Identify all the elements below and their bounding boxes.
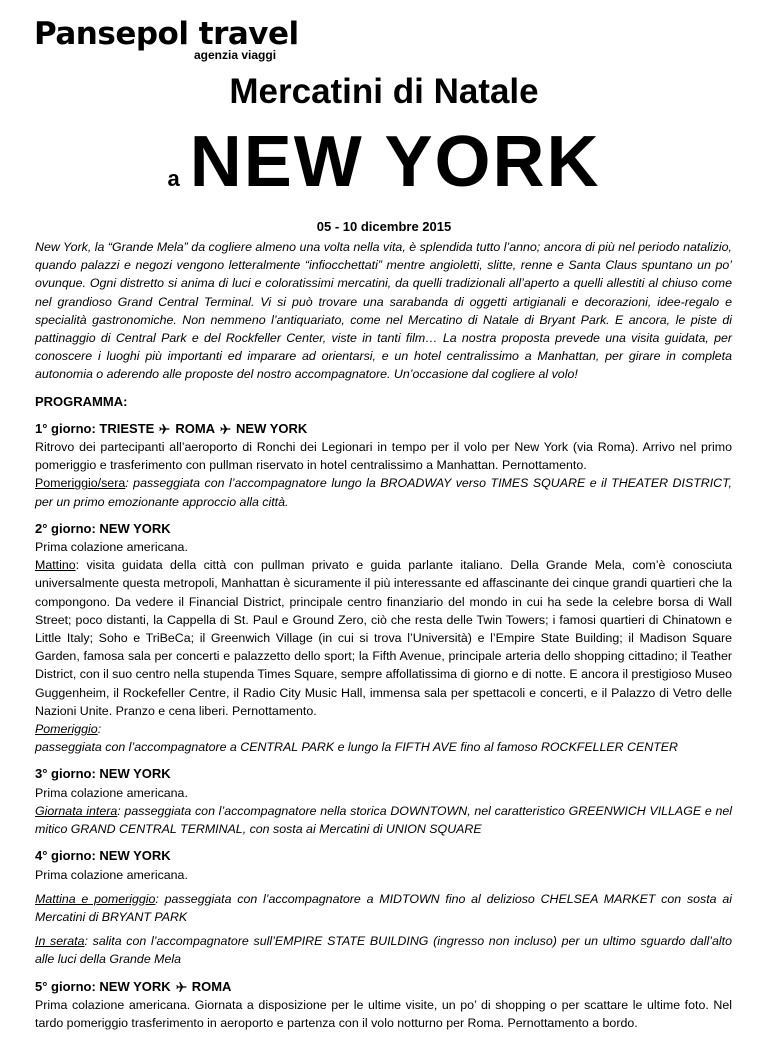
day-3-text: [35, 784, 732, 839]
day-3-label: 3° giorno: NEW YORK: [35, 766, 171, 782]
company-logo: [34, 16, 299, 64]
day-4-text-1: Prima colazione americana.: [35, 867, 188, 882]
destination-city: NEW YORK: [189, 122, 601, 202]
day-5-stop-2: ROMA: [191, 978, 232, 994]
day-2-text-1: Prima colazione americana.: [35, 540, 188, 555]
day-1-section: [35, 420, 732, 511]
trip-dates: 05 - 10 dicembre 2015: [316, 219, 452, 234]
day-3-sub-1-label: Giornata intera: [35, 803, 118, 818]
day-4-sub-2-text: : salita con l’accompagnatore sull’EMPIRE STATE BUILDING (ingresso non incluso) per un ultimo sguardo dall’alto alle luci della Grande Mela: [35, 934, 732, 967]
day-2-section: [35, 520, 732, 757]
day-3-heading: [35, 765, 732, 783]
day-4-text: [35, 866, 732, 884]
logo-wordmark: Pansepol travel: [34, 16, 299, 52]
day-3-text-1: Prima colazione americana.: [35, 785, 188, 800]
day-2-sub-1-label: Mattino: [35, 558, 76, 573]
airplane-icon: [175, 981, 188, 993]
day-5-text-1: Prima colazione americana. Giornata a disposizione per le ultime visite, un po’ di shopping o per scattare le ultime foto. Nel tardo pomeriggio trasferimento in aeroporto e partenza con il volo notturno per Roma. Pernottamento a bordo.: [35, 997, 732, 1030]
page-title: Mercatini di Natale: [229, 72, 539, 111]
day-2-sub-2-colon: :: [97, 722, 102, 737]
day-5-text: [35, 996, 732, 1032]
day-3-section: [35, 765, 732, 838]
day-4-sub-1: [35, 890, 732, 926]
destination-heading: [0, 122, 768, 202]
day-2-sub-2-label: Pomeriggio: [35, 722, 98, 737]
day-1-label: 1° giorno: TRIESTE: [35, 420, 155, 436]
airplane-icon: [158, 423, 171, 435]
document-body: [35, 238, 732, 1041]
intro-paragraph: New York, la “Grande Mela” da cogliere almeno una volta nella vita, è splendida tutto l’anno; ancora di più nel periodo natalizio, quando palazzi e negozi vengono letteralmente “infiocchettati” mentre angioletti, slitte, renne e Santa Claus spuntano un po’ ovunque. Ogni distretto si anima di luci e coloratissimi mercatini, da quelli tradizionali all’aperto a quelli allestiti al chiuso come nel grandioso Grand Central Terminal. Vi si può trovare una sarabanda di oggetti artigianali e decorazioni, idee-regalo e specialità gastronomiche. Non nemmeno l’antiquariato, come nel Mercatino di Natale di Bryant Park. E ancora, le piste di pattinaggio di Central Park e del Rockfeller Center, viste in tanti film… La nostra proposta prevede una visita guidata, per conoscere i luoghi più importanti ed imparare ad orientarsi, e un hotel centralissimo a Manhattan, per girare in completa autonomia o aderendo alle proposte del nostro accompagnatore. Un’occasione dal cogliere al volo!: [35, 240, 732, 382]
day-2-sub-1-text: : visita guidata della città con pullman privato e guida parlante italiano. Della Grande Mela, com’è conosciuta universalmente questa metropoli, Manhattan è sicuramente il più interessante ed affascinante dei cinque grandi quartieri che la compongono. Da vedere il Financial District, principale centro finanziario del mondo in cui ha sede la celebre borsa di Wall Street; poco distanti, la Cappella di St. Paul e Ground Zero, ciò che resta delle Twin Towers; i famosi quartieri di Chinatown e Little Italy; Soho e TriBeCa; il Greenwich Village (in cui si trova l’Università) e l’Empire State Building; il Madison Square Garden, famosa sala per concerti e palazzetto dello sport; la Fifth Avenue, principale arteria dello shopping cittadino; il Teather District, con il suo centro nella stupenda Times Square, sempre affollatissima di giorno e di notte. E ancora il prestigioso Museo Guggenheim, il Rockefeller Centre, il Radio City Music Hall, immensa sala per spettacoli e concerti, e il Palazzo di Vetro delle Nazioni Unite. Pranzo e cena liberi. Pernottamento.: [35, 558, 732, 718]
day-2-heading: [35, 520, 732, 538]
airplane-icon: [219, 423, 232, 435]
day-4-section: [35, 847, 732, 968]
day-2-sub-2-text: passeggiata con l’accompagnatore a CENTRAL PARK e lungo la FIFTH AVE fino al famoso ROCKFELLER CENTER: [35, 740, 678, 755]
day-5-label: 5° giorno: NEW YORK: [35, 978, 171, 994]
day-1-stop-2: ROMA: [175, 420, 216, 436]
day-1-stop-3: NEW YORK: [236, 420, 308, 436]
programma-heading: PROGRAMMA:: [35, 393, 128, 409]
day-1-heading: [35, 420, 732, 438]
day-4-sub-2: [35, 932, 732, 968]
day-2-text: [35, 538, 732, 756]
day-4-sub-2-label: In serata: [35, 934, 85, 949]
day-5-heading: [35, 978, 732, 996]
logo-tagline: agenzia viaggi: [194, 48, 277, 62]
day-1-sub-1-text: : passeggiata con l’accompagnatore lungo la BROADWAY verso TIMES SQUARE e il THEATER DISTRICT, per un primo emozionante approccio alla città.: [35, 476, 732, 509]
day-5-section: [35, 978, 732, 1033]
destination-prefix: a: [167, 166, 180, 191]
day-2-label: 2° giorno: NEW YORK: [35, 520, 171, 536]
day-4-label: 4° giorno: NEW YORK: [35, 848, 171, 864]
day-4-sub-1-text: : passeggiata con l’accompagnatore a MIDTOWN fino al delizioso CHELSEA MARKET con sosta ai Mercatini di BRYANT PARK: [35, 891, 732, 924]
day-4-heading: [35, 847, 732, 865]
day-3-sub-1-text: : passeggiata con l’accompagnatore nella storica DOWNTOWN, nel caratteristico GREENWICH VILLAGE e nel mitico GRAND CENTRAL TERMINAL, con sosta ai Mercatini di UNION SQUARE: [35, 803, 732, 837]
day-1-sub-1-label: Pomeriggio/sera: [35, 476, 126, 491]
day-1-text-1: Ritrovo dei partecipanti all’aeroporto di Ronchi dei Legionari in tempo per il volo per New York (via Roma). Arrivo nel primo pomeriggio e trasferimento con pullman riservato in hotel centralissimo a Manhattan. Pernottamento.: [35, 440, 732, 473]
day-1-text: [35, 438, 732, 511]
day-4-sub-1-label: Mattina e pomeriggio: [35, 891, 156, 906]
